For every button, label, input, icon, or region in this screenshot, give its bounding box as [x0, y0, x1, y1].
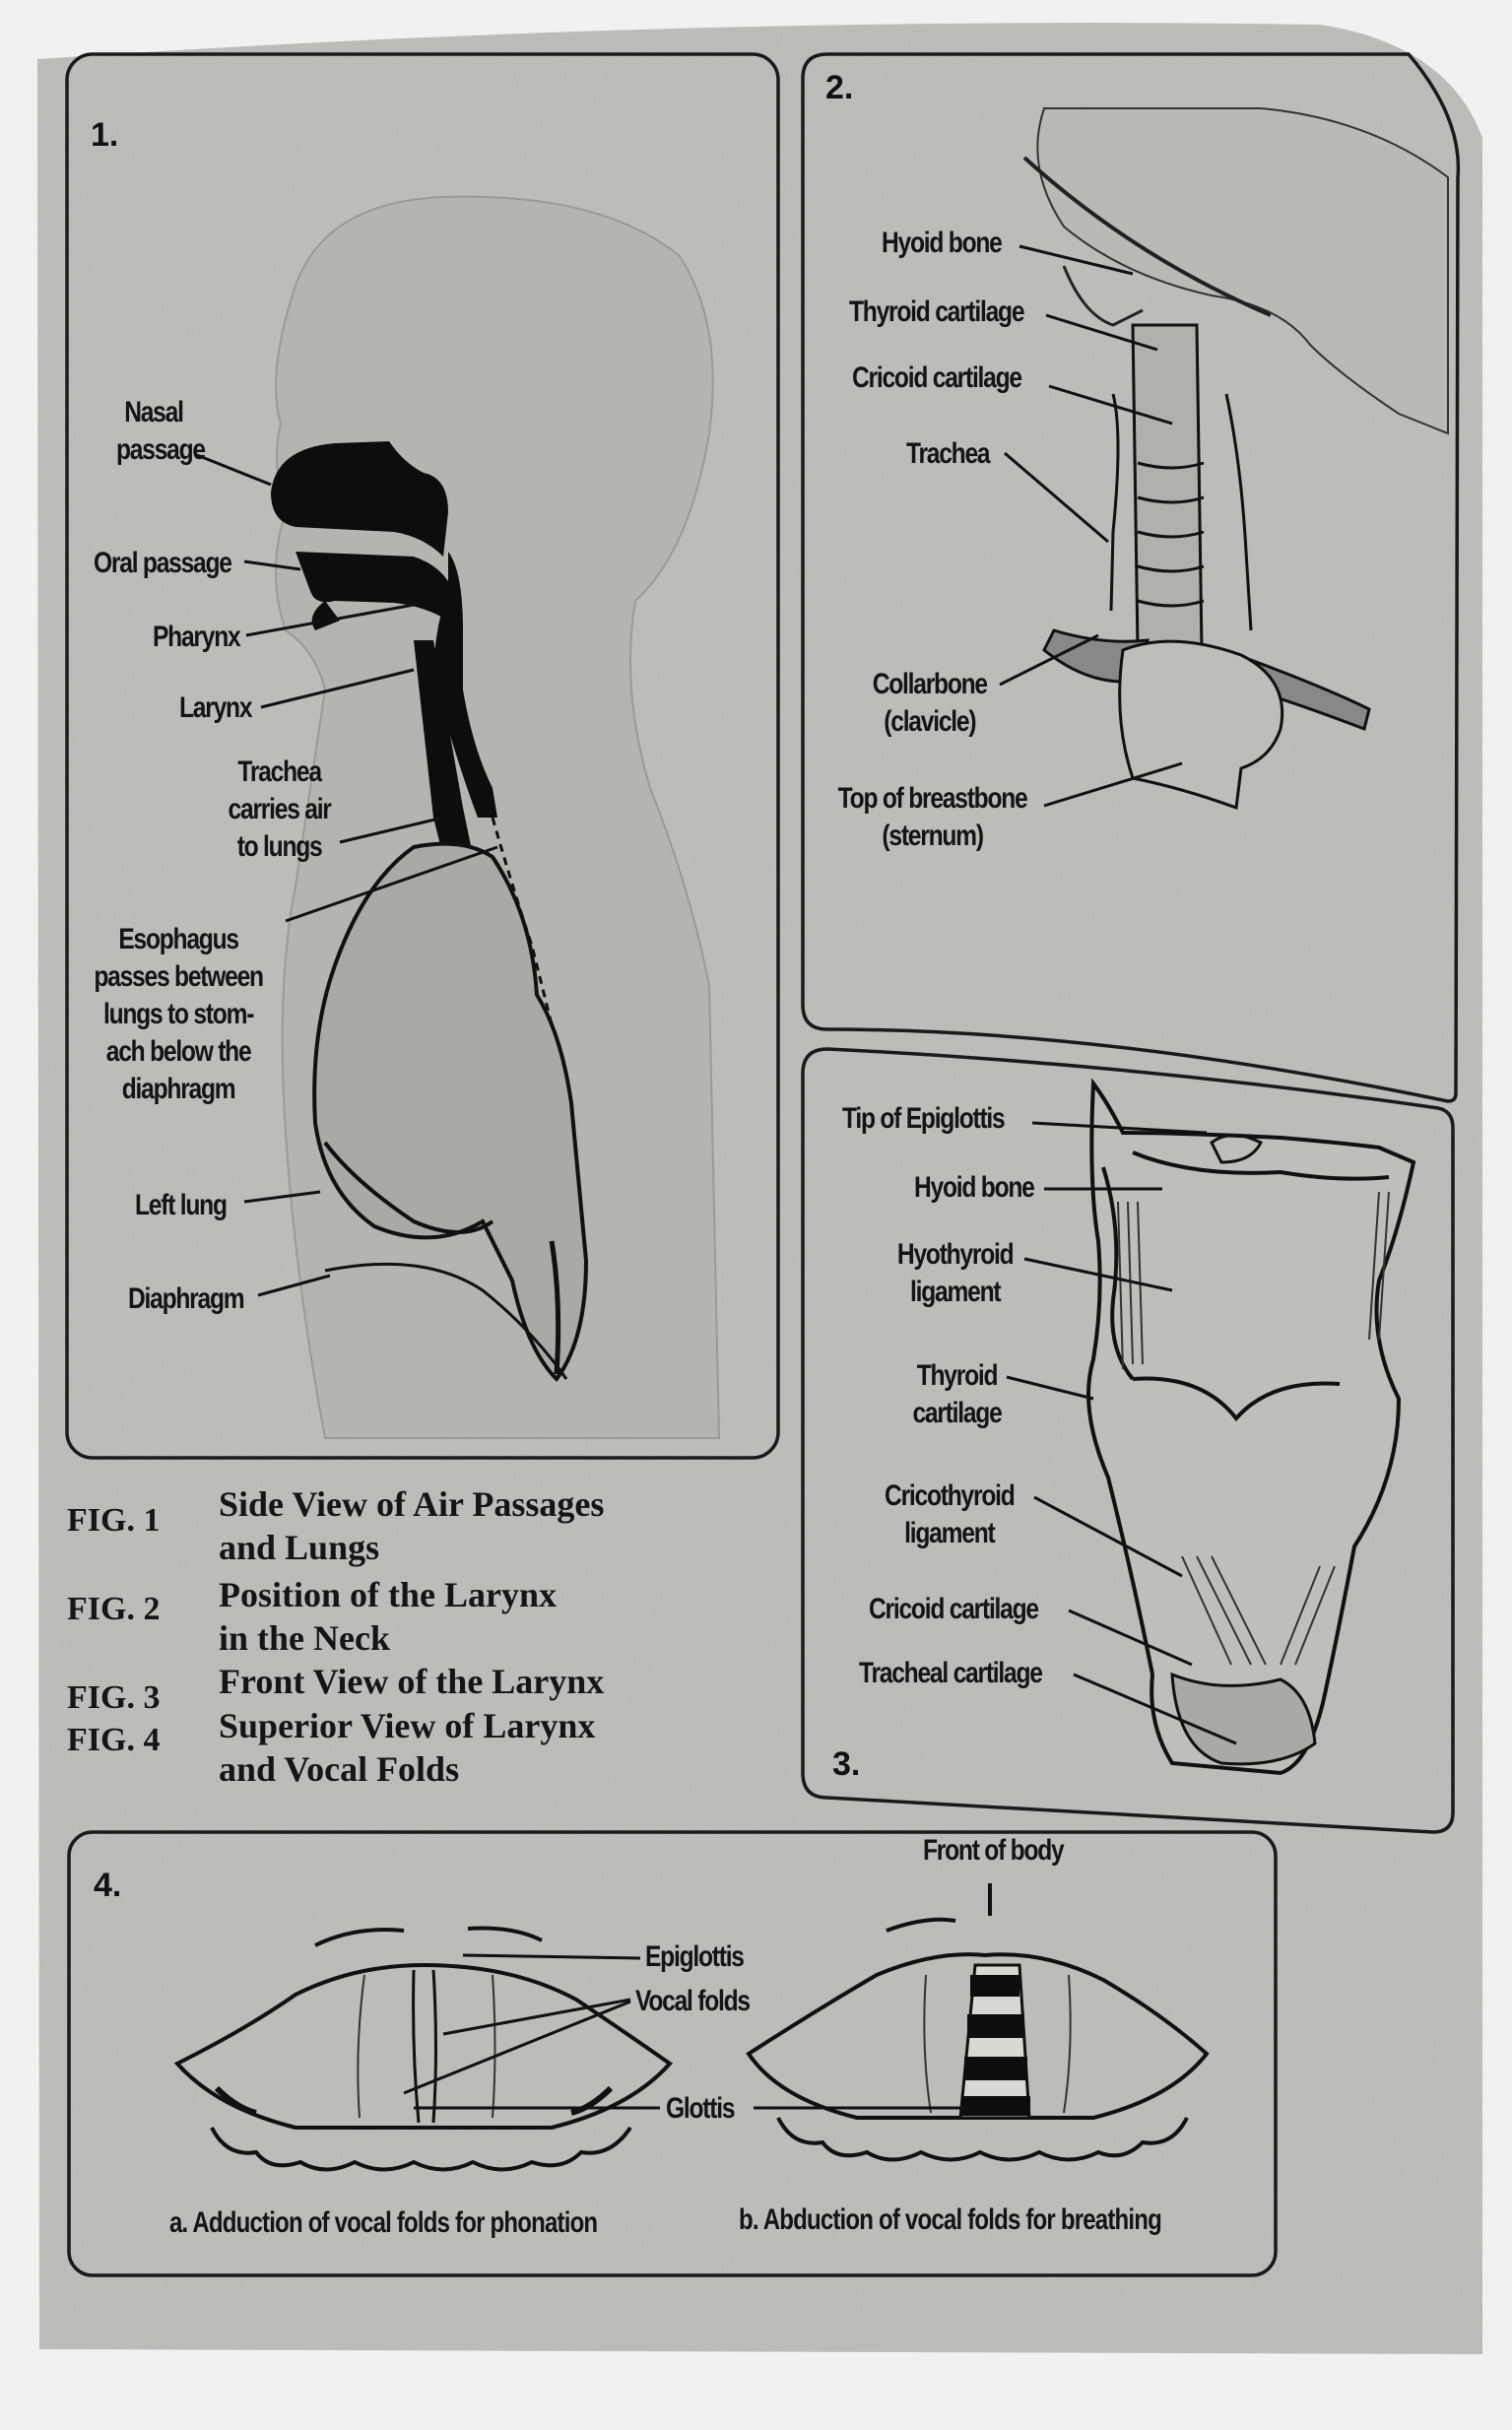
- label-vocal-folds: Vocal folds: [635, 1985, 750, 2017]
- legend-fig-3-number: FIG. 3: [67, 1679, 161, 1716]
- legend-fig-2-text: Position of the Larynx in the Neck: [219, 1575, 558, 1658]
- label-diaphragm: Diaphragm: [128, 1282, 244, 1315]
- legend-fig-2-number: FIG. 2: [67, 1591, 161, 1627]
- panel-1-number: 1.: [91, 116, 119, 154]
- legend-fig-3-text: Front View of the Larynx: [219, 1662, 605, 1701]
- label-hyothyroid-ligament: Hyothyroid ligament: [896, 1238, 1014, 1308]
- label-cricothyroid-ligament: Cricothyroid ligament: [885, 1479, 1015, 1549]
- label-cricoid-cartilage-3: Cricoid cartilage: [869, 1593, 1038, 1625]
- label-front-of-body: Front of body: [923, 1834, 1064, 1867]
- label-cricoid-cartilage-2: Cricoid cartilage: [852, 361, 1021, 394]
- caption-abduction: b. Abduction of vocal folds for breathing: [739, 2203, 1161, 2236]
- label-breastbone: Top of breastbone (sternum): [837, 782, 1027, 852]
- label-esophagus: Esophagus passes between lungs to stom- ach below the diaphragm: [94, 923, 263, 1105]
- label-hyoid-bone-3: Hyoid bone: [914, 1171, 1034, 1204]
- label-thyroid-cartilage-3: Thyroid cartilage: [912, 1359, 1002, 1429]
- legend-fig-1-number: FIG. 1: [67, 1502, 161, 1539]
- label-tracheal-cartilage: Tracheal cartilage: [859, 1657, 1042, 1689]
- label-glottis: Glottis: [666, 2092, 735, 2125]
- label-thyroid-cartilage-2: Thyroid cartilage: [849, 296, 1024, 328]
- legend-fig-4-text: Superior View of Larynx and Vocal Folds: [219, 1706, 596, 1789]
- label-pharynx: Pharynx: [153, 621, 240, 653]
- panel-2-number: 2.: [825, 69, 854, 106]
- label-collarbone: Collarbone (clavicle): [872, 668, 987, 738]
- caption-adduction: a. Adduction of vocal folds for phonation: [169, 2206, 598, 2239]
- legend-fig-1-text: Side View of Air Passages and Lungs: [219, 1484, 605, 1567]
- panel-3-number: 3.: [832, 1745, 861, 1783]
- label-tip-of-epiglottis: Tip of Epiglottis: [842, 1102, 1005, 1135]
- label-larynx: Larynx: [179, 691, 252, 724]
- label-hyoid-bone-2: Hyoid bone: [882, 227, 1002, 259]
- legend-fig-4-number: FIG. 4: [67, 1722, 161, 1758]
- label-nasal-passage: Nasal passage: [116, 396, 205, 466]
- label-trachea: Trachea carries air to lungs: [228, 755, 331, 863]
- label-epiglottis: Epiglottis: [645, 1940, 744, 1973]
- label-oral-passage: Oral passage: [94, 547, 231, 579]
- label-trachea-2: Trachea: [906, 437, 990, 470]
- label-left-lung: Left lung: [135, 1189, 227, 1221]
- panel-4-number: 4.: [94, 1867, 122, 1904]
